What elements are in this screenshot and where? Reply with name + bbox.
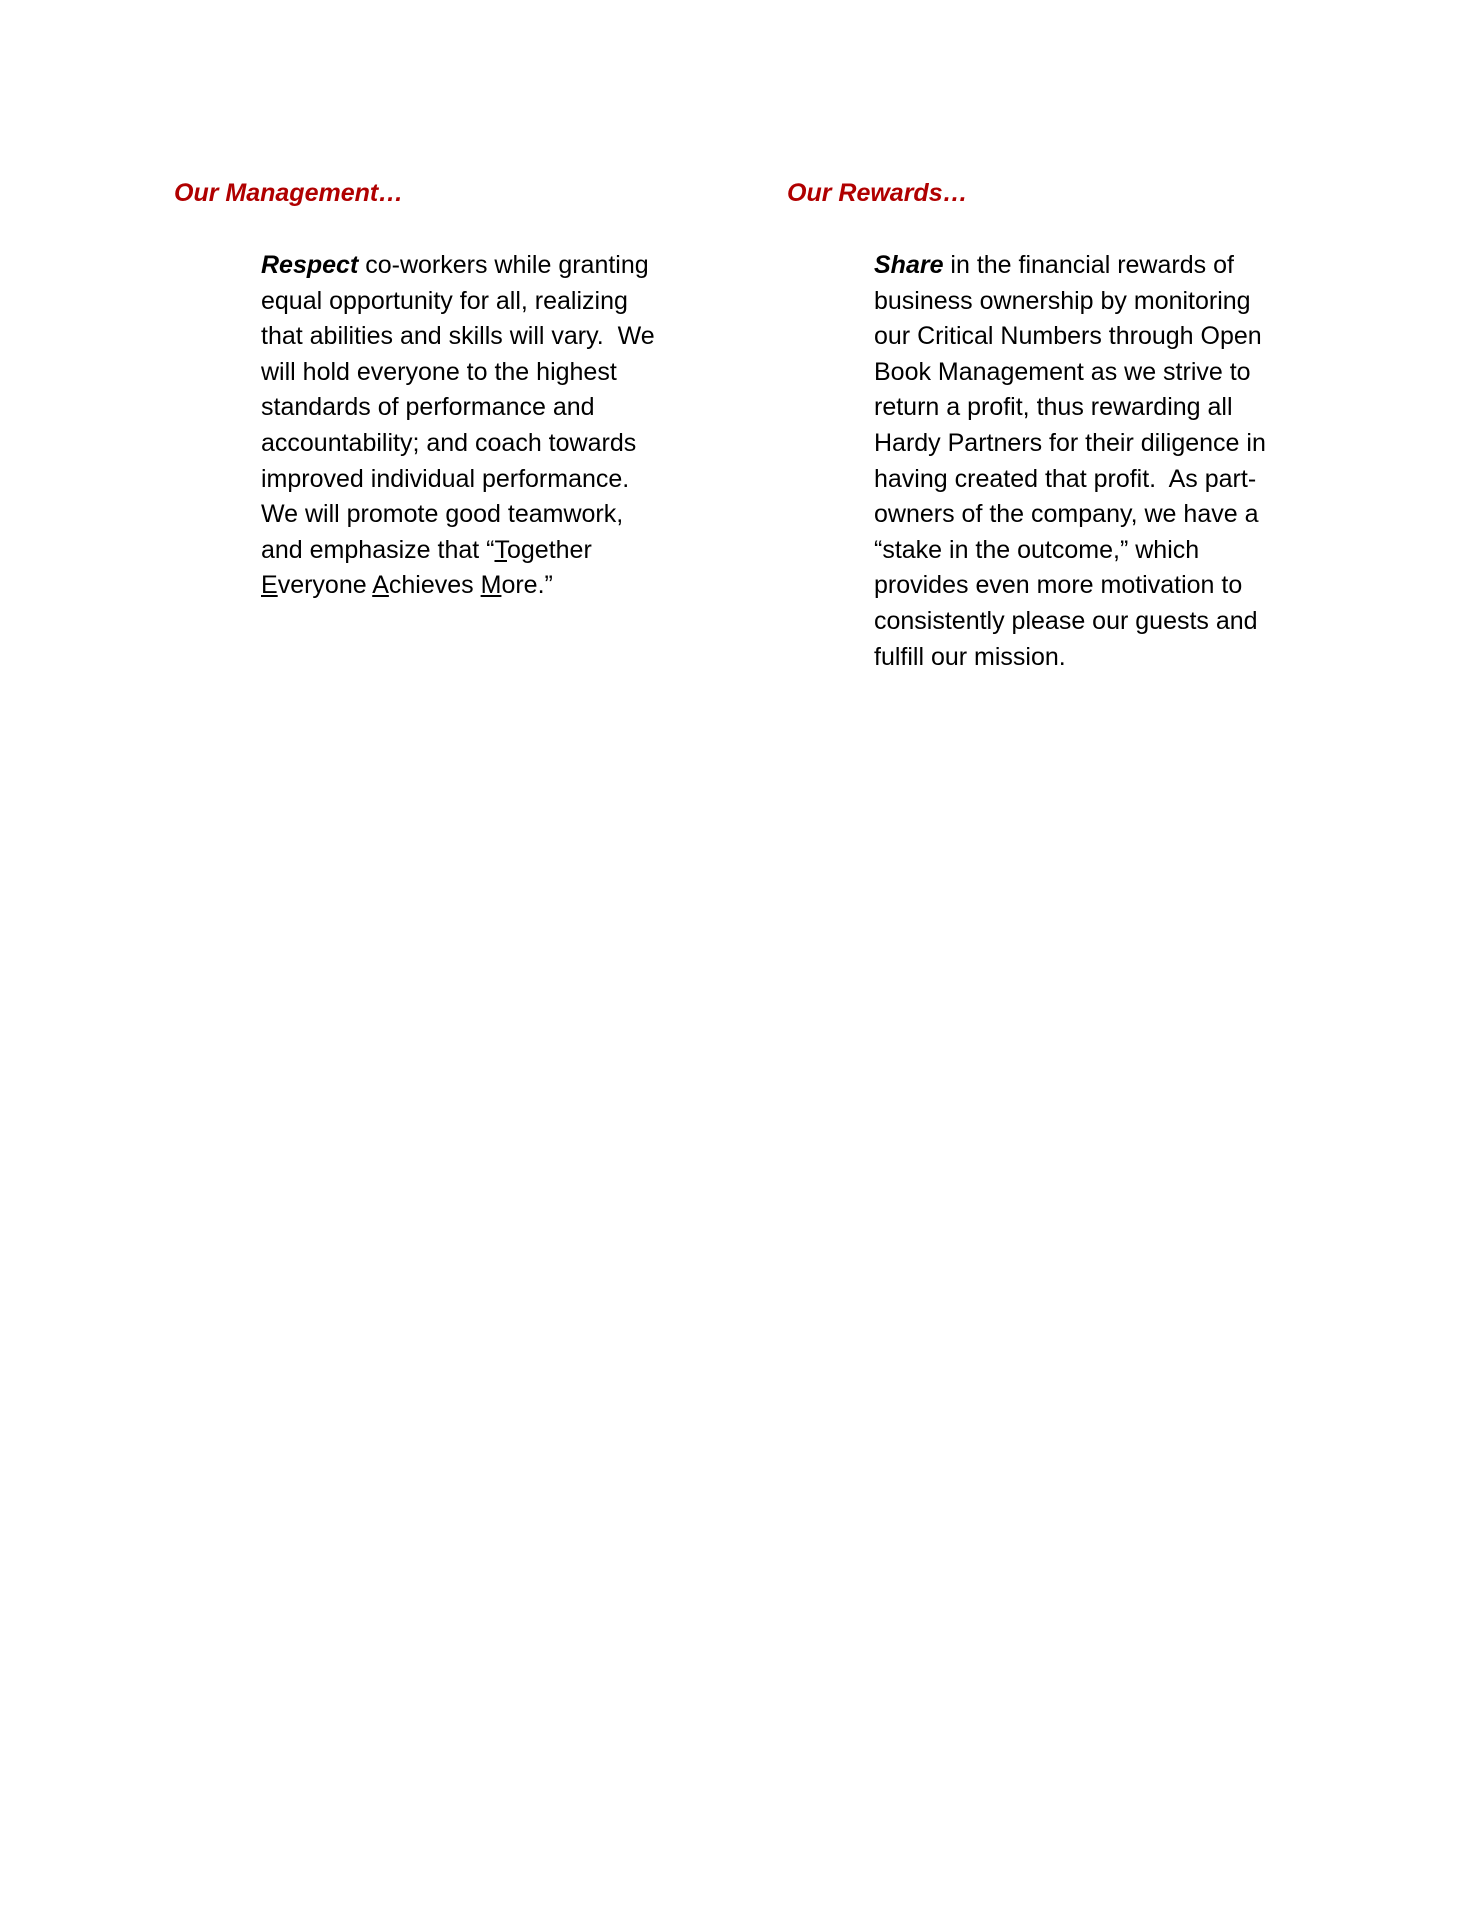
line-text: ore.” — [501, 571, 553, 600]
acronym-letter-m: M — [480, 571, 502, 600]
rewards-heading: Our Rewards… — [787, 179, 968, 207]
line-text: and emphasize that “ — [261, 535, 495, 564]
acronym-letter-t: T — [494, 535, 507, 564]
paragraph-line: improved individual performance. — [261, 464, 630, 493]
paragraph-line: standards of performance and — [261, 393, 595, 422]
management-heading: Our Management… — [174, 179, 404, 207]
paragraph-line: provides even more motivation to — [874, 571, 1243, 600]
paragraph-line: owners of the company, we have a — [874, 500, 1259, 529]
paragraph-line: Book Management as we strive to — [874, 357, 1251, 386]
paragraph-line: “stake in the outcome,” which — [874, 535, 1200, 564]
paragraph-line: fulfill our mission. — [874, 642, 1066, 671]
rewards-paragraph — [874, 248, 1314, 675]
paragraph-line — [261, 568, 701, 604]
line-text: in the financial rewards of — [943, 251, 1234, 279]
paragraph-line: that abilities and skills will vary. We — [261, 322, 655, 351]
paragraph-line: business ownership by monitoring — [874, 286, 1251, 315]
management-section — [174, 176, 655, 600]
paragraph-line: Hardy Partners for their diligence in — [874, 428, 1266, 457]
paragraph-line: equal opportunity for all, realizing — [261, 286, 628, 315]
rewards-section — [787, 176, 1266, 671]
paragraph-line: return a profit, thus rewarding all — [874, 393, 1233, 422]
line-text: veryone — [277, 571, 373, 600]
acronym-letter-a: A — [372, 571, 389, 600]
paragraph-line: We will promote good teamwork, — [261, 500, 624, 529]
paragraph-line — [261, 533, 701, 569]
line-text: co-workers while granting — [358, 251, 649, 279]
lead-word: Share — [874, 251, 944, 279]
paragraph-line — [874, 248, 1314, 284]
paragraph-line: accountability; and coach towards — [261, 428, 637, 457]
paragraph-line: our Critical Numbers through Open — [874, 322, 1262, 351]
paragraph-line — [261, 248, 701, 284]
paragraph-line: consistently please our guests and — [874, 606, 1258, 635]
management-paragraph — [261, 248, 701, 604]
paragraph-line: will hold everyone to the highest — [261, 357, 617, 386]
acronym-letter-e: E — [261, 571, 278, 600]
line-text: ogether — [506, 535, 592, 564]
lead-word: Respect — [261, 251, 359, 279]
paragraph-line: having created that profit. As part- — [874, 464, 1257, 493]
line-text: chieves — [388, 571, 481, 600]
